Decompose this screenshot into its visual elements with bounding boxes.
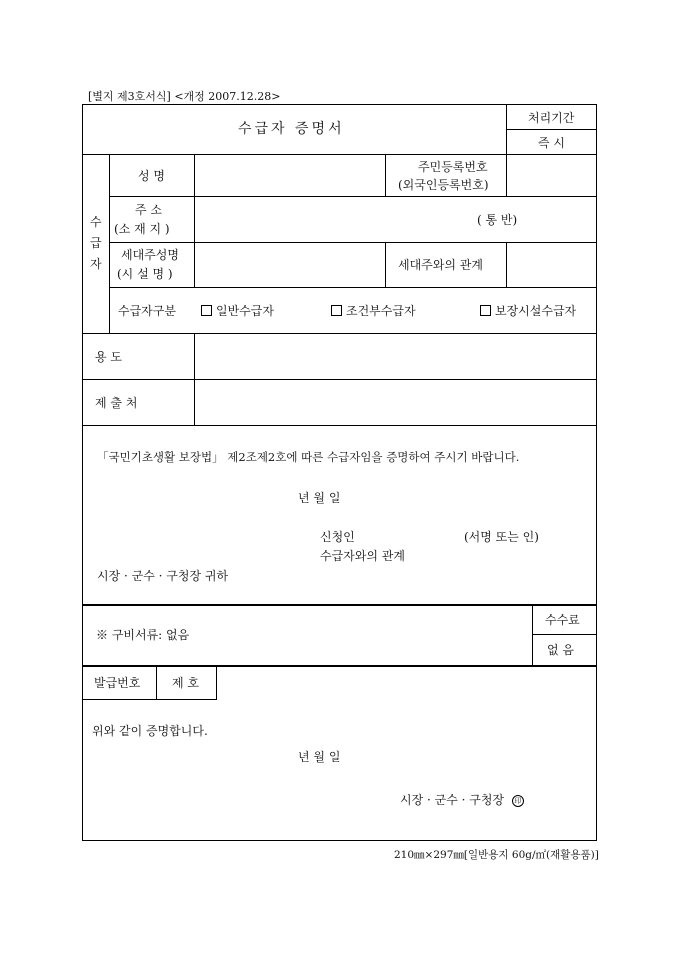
householder-relation-field[interactable] xyxy=(508,244,596,286)
option-conditional-recipient[interactable]: 조건부수급자 xyxy=(331,304,416,318)
rule xyxy=(82,154,597,155)
resident-number-field[interactable] xyxy=(508,156,596,195)
rule xyxy=(506,129,597,130)
purpose-label: 용 도 xyxy=(95,350,122,364)
option-facility-recipient[interactable]: 보장시설수급자 xyxy=(480,304,576,318)
location-label: (소 재 지 ) xyxy=(114,222,170,236)
issuer-signature xyxy=(400,793,524,807)
checkbox-icon[interactable] xyxy=(331,305,342,316)
certification-date: 년 월 일 xyxy=(298,750,341,764)
applicant-label: 신청인 xyxy=(320,530,355,544)
rule xyxy=(82,699,217,700)
rule xyxy=(82,604,597,606)
request-date: 년 월 일 xyxy=(298,491,341,505)
processing-period-value: 즉 시 xyxy=(538,136,565,150)
certification-statement: 위와 같이 증명합니다. xyxy=(92,724,208,738)
recipient-type-label: 수급자구분 xyxy=(118,304,176,318)
householder-relation-label: 세대주와의 관계 xyxy=(398,258,483,272)
rule xyxy=(194,333,195,426)
rule xyxy=(385,154,386,197)
householder-name-field[interactable] xyxy=(196,244,384,286)
rule xyxy=(194,154,195,288)
resident-number-label: 주민등록번호 xyxy=(418,160,488,174)
seal-icon: 印 xyxy=(512,795,524,807)
required-documents-note: ※ 구비서류: 없음 xyxy=(96,628,190,642)
name-field[interactable] xyxy=(196,156,384,195)
address-label: 주 소 xyxy=(135,203,162,217)
form-title: 수급자 증명서 xyxy=(238,121,345,137)
submit-to-label: 제 출 처 xyxy=(95,396,138,410)
relation-to-recipient-label: 수급자와의 관계 xyxy=(320,549,405,563)
householder-name-label: 세대주성명 xyxy=(121,248,179,262)
checkbox-icon[interactable] xyxy=(201,305,212,316)
rule xyxy=(109,154,110,334)
rule xyxy=(532,634,597,635)
rule xyxy=(506,154,507,197)
facility-name-label: (시 설 명 ) xyxy=(117,267,173,281)
recipient-group-label-1: 수 xyxy=(90,215,102,229)
address-field[interactable] xyxy=(196,198,476,241)
rule xyxy=(109,196,597,197)
checkbox-icon[interactable] xyxy=(480,305,491,316)
signature-note: (서명 또는 인) xyxy=(464,530,539,544)
paper-spec-footer: 210㎜×297㎜[일반용지 60g/㎡(재활용품)] xyxy=(394,849,599,861)
recipient-group-label-2: 급 xyxy=(90,236,102,250)
rule xyxy=(109,287,597,288)
option-general-recipient[interactable]: 일반수급자 xyxy=(201,304,274,318)
foreigner-number-label: (외국인등록번호) xyxy=(398,178,489,192)
issue-number-value: 제 호 xyxy=(172,676,199,690)
issue-number-label: 발급번호 xyxy=(94,676,141,690)
rule xyxy=(385,242,386,288)
request-statement: 「국민기초생활 보장법」 제2조제2호에 따른 수급자임을 증명하여 주시기 바랍니다. xyxy=(97,450,520,464)
rule xyxy=(82,665,597,667)
rule xyxy=(82,333,597,334)
rule xyxy=(82,425,597,426)
fee-value: 없 음 xyxy=(547,643,574,657)
submit-to-field[interactable] xyxy=(196,381,596,424)
rule xyxy=(82,379,597,380)
addressee: 시장 · 군수 · 구청장 귀하 xyxy=(97,569,229,583)
rule xyxy=(216,665,217,700)
recipient-group-label-3: 자 xyxy=(90,257,102,271)
rule xyxy=(109,242,597,243)
name-label: 성 명 xyxy=(138,169,165,183)
rule xyxy=(532,604,533,666)
purpose-field[interactable] xyxy=(196,335,596,378)
rule xyxy=(506,104,507,155)
address-tong-ban: ( 통 반) xyxy=(477,213,518,227)
fee-label: 수수료 xyxy=(545,613,580,627)
rule xyxy=(506,242,507,288)
form-number-header: [별지 제3호서식] <개정 2007.12.28> xyxy=(88,90,281,103)
issuer-title: 시장 · 군수 · 구청장 xyxy=(400,793,505,807)
rule xyxy=(156,665,157,700)
processing-period-label: 처리기간 xyxy=(528,111,575,125)
